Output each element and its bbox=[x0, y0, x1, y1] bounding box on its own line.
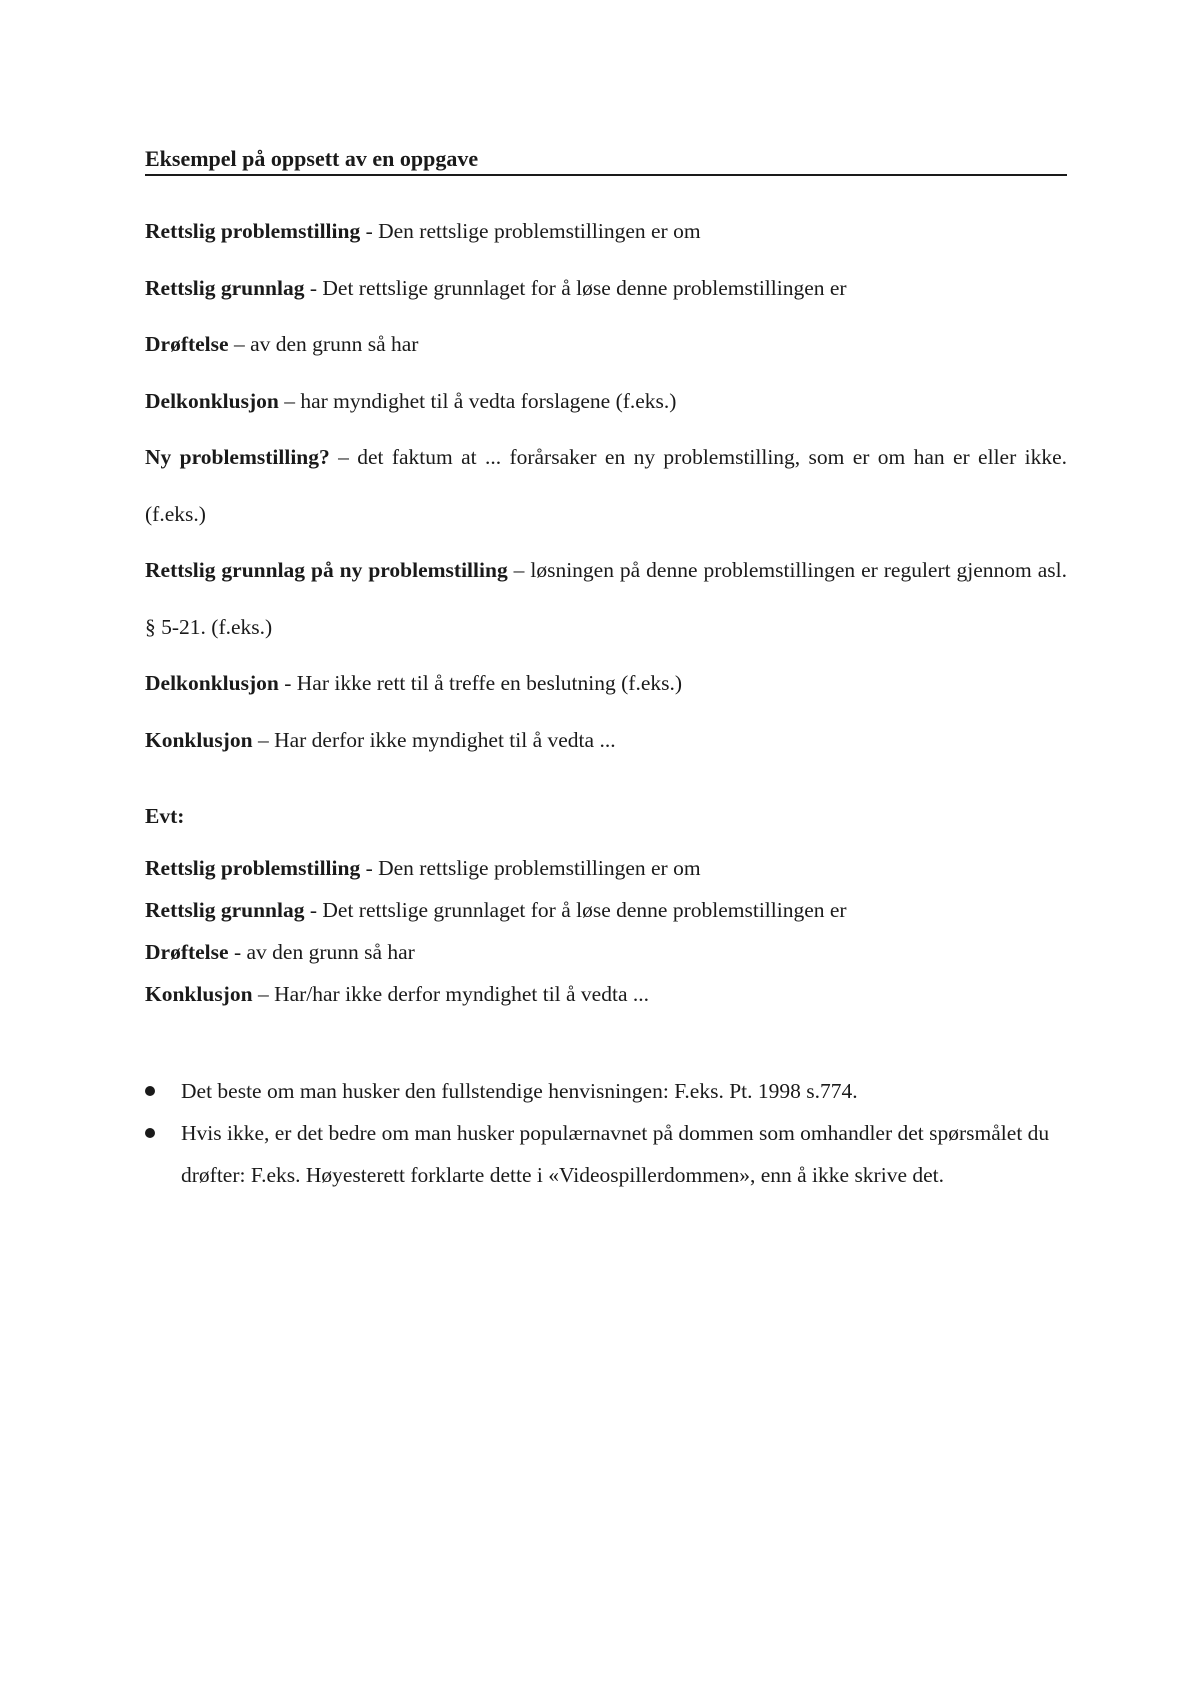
outline-item bbox=[145, 316, 1067, 373]
list-item bbox=[145, 1070, 1067, 1112]
item-heading: Konklusjon bbox=[145, 727, 253, 752]
item-heading: Rettslig grunnlag bbox=[145, 275, 305, 300]
outline-item bbox=[145, 973, 1067, 1015]
evt-label: Evt: bbox=[145, 804, 185, 828]
item-heading: Rettslig grunnlag på ny problemstilling bbox=[145, 558, 508, 582]
outline-item bbox=[145, 542, 1067, 655]
outline-item bbox=[145, 847, 1067, 889]
item-heading: Konklusjon bbox=[145, 982, 253, 1006]
section-alternative-outline bbox=[145, 847, 1067, 1015]
item-heading: Delkonklusjon bbox=[145, 671, 279, 695]
item-text: – av den grunn så har bbox=[228, 332, 419, 356]
item-text: - Har ikke rett til å treffe en beslutning (f.eks.) bbox=[278, 671, 683, 695]
item-text: - Den rettslige problemstillingen er om bbox=[360, 856, 701, 880]
item-text: – det faktum at ... forårsaker en ny problemstilling, som er om han er eller ikke. (f.eks.) bbox=[145, 445, 1067, 526]
item-heading: Drøftelse bbox=[145, 940, 229, 964]
item-text: – Har derfor ikke myndighet til å vedta ... bbox=[252, 727, 616, 752]
item-text: - Det rettslige grunnlaget for å løse denne problemstillingen er bbox=[304, 275, 847, 300]
item-text: – har myndighet til å vedta forslagene (f.eks.) bbox=[278, 388, 677, 413]
item-heading: Rettslig grunnlag bbox=[145, 898, 305, 922]
item-heading: Ny problemstilling? bbox=[145, 445, 330, 469]
outline-item bbox=[145, 429, 1067, 542]
bullet-icon bbox=[145, 1128, 155, 1138]
outline-item bbox=[145, 203, 1067, 260]
bullet-text: Hvis ikke, er det bedre om man husker populærnavnet på dommen som omhandler det spørsmålet du drøfter: F.eks. Høyesterett forklarte dette i «Videospillerdommen», enn å ikke skrive det. bbox=[181, 1121, 1050, 1187]
bullet-icon bbox=[145, 1086, 155, 1096]
item-text: – løsningen på denne problemstillingen er regulert gjennom asl. § 5-21. (f.eks.) bbox=[145, 558, 1067, 639]
item-text: – Har/har ikke derfor myndighet til å vedta ... bbox=[252, 982, 649, 1006]
list-item bbox=[145, 1112, 1067, 1196]
outline-item bbox=[145, 889, 1067, 931]
bullet-text: Det beste om man husker den fullstendige henvisningen: F.eks. Pt. 1998 s.774. bbox=[181, 1079, 858, 1103]
outline-item bbox=[145, 373, 1067, 430]
outline-item bbox=[145, 712, 1067, 769]
item-heading: Drøftelse bbox=[145, 332, 229, 356]
item-text: - Den rettslige problemstillingen er om bbox=[360, 219, 701, 243]
item-text: - av den grunn så har bbox=[228, 940, 415, 964]
bullet-list bbox=[145, 1070, 1067, 1196]
item-heading: Rettslig problemstilling bbox=[145, 856, 361, 880]
outline-item bbox=[145, 260, 1067, 317]
section-main-outline bbox=[145, 203, 1067, 768]
item-text: - Det rettslige grunnlaget for å løse denne problemstillingen er bbox=[304, 898, 847, 922]
outline-item bbox=[145, 655, 1067, 712]
item-heading: Delkonklusjon bbox=[145, 388, 279, 413]
document-title: Eksempel på oppsett av en oppgave bbox=[145, 146, 1067, 176]
item-heading: Rettslig problemstilling bbox=[145, 219, 361, 243]
outline-item bbox=[145, 931, 1067, 973]
